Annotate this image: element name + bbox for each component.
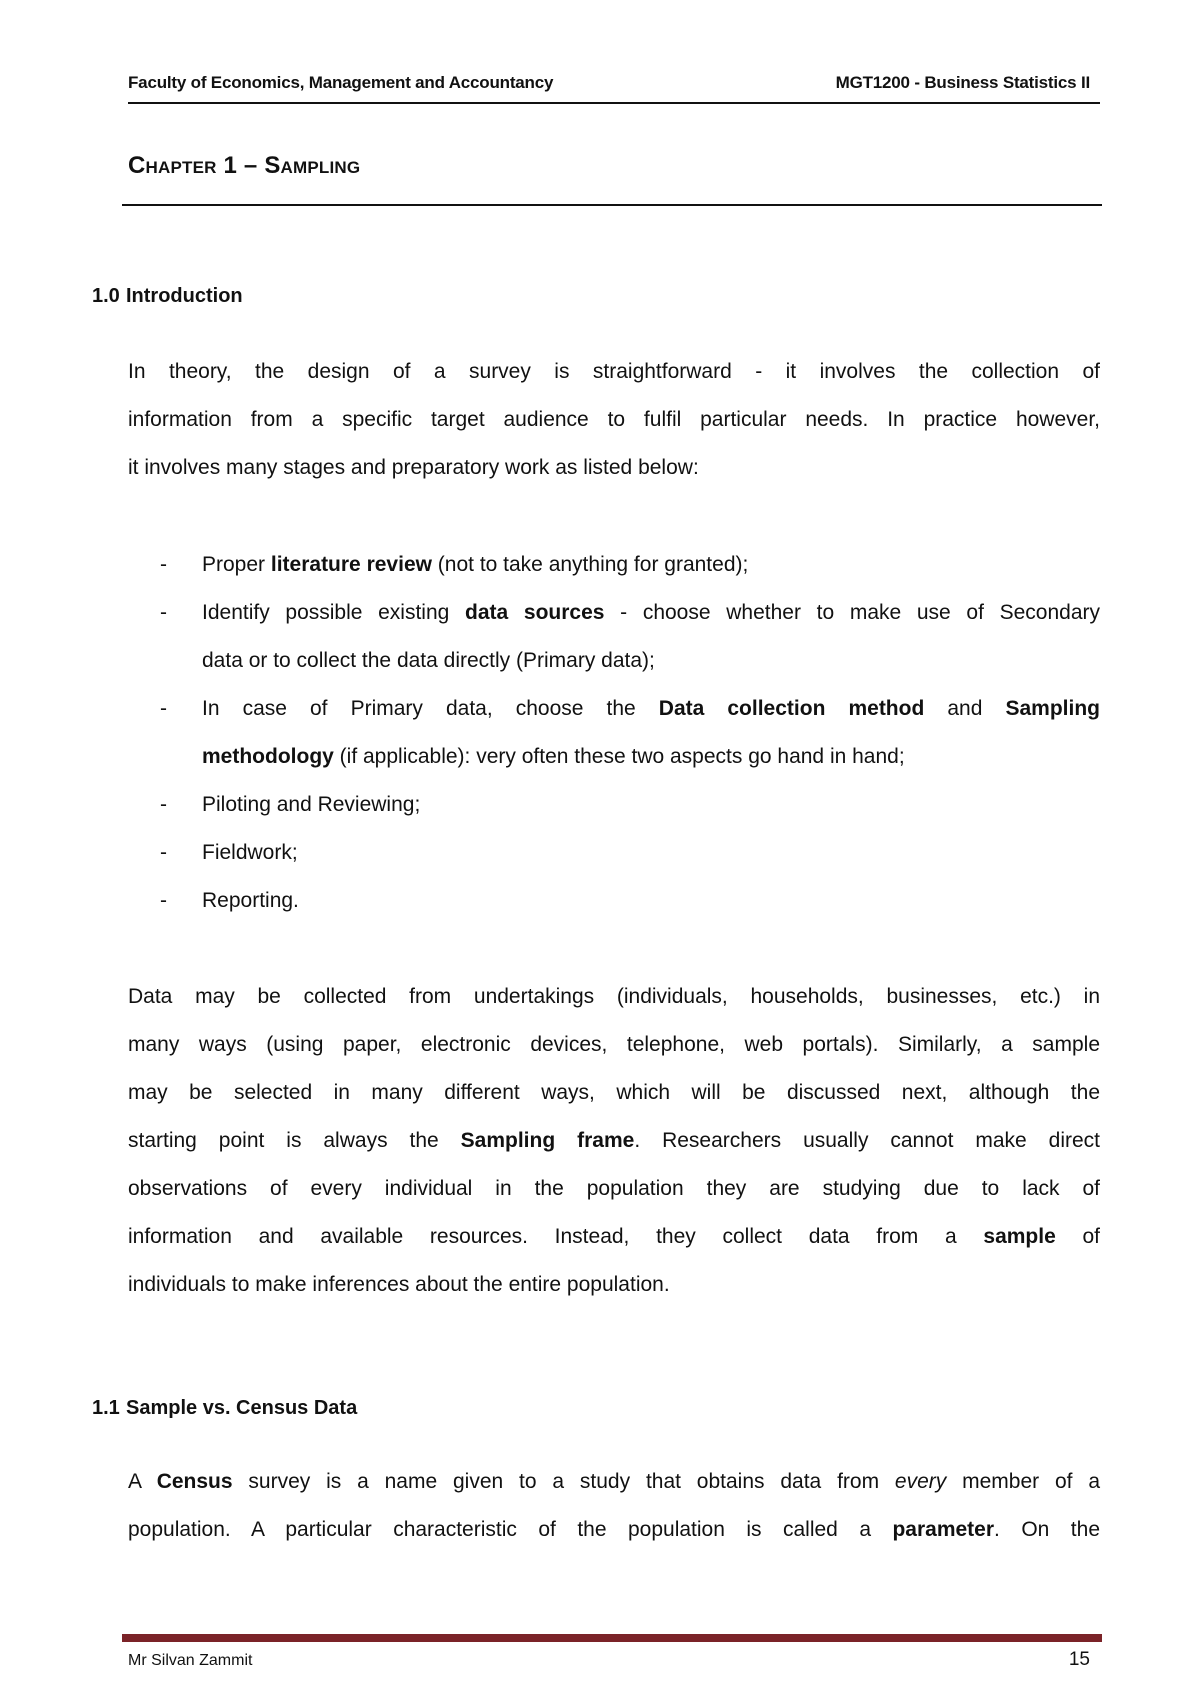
paragraph-line — [128, 1458, 1100, 1506]
section-heading-sample-vs-census — [92, 1397, 357, 1420]
bullet-dash: - — [160, 841, 167, 864]
text: (not to take anything for granted); — [431, 553, 749, 576]
header-faculty: Faculty of Economics, Management and Accountancy — [128, 73, 554, 92]
page-number: 15 — [1068, 1649, 1090, 1670]
bullet-dash: - — [160, 889, 167, 912]
paragraph-line: individuals to make inferences about the entire population. — [128, 1273, 670, 1296]
text: member of a — [946, 1470, 1101, 1493]
section-title: Sample vs. Census Data — [126, 1397, 358, 1419]
text: (if applicable): very often these two aspects go hand in hand; — [333, 745, 905, 768]
paragraph-line: many ways (using paper, electronic devices, telephone, web portals). Similarly, a sample — [128, 1033, 1100, 1056]
paragraph-line — [128, 1117, 1100, 1165]
text: information and available resources. Instead, they collect data from a — [128, 1225, 984, 1248]
text: A — [128, 1470, 157, 1493]
section-heading-introduction — [92, 285, 243, 308]
list-item — [160, 877, 1100, 925]
bold-term: Data collection method — [658, 697, 925, 720]
bullet-dash: - — [160, 553, 167, 576]
bold-term: Sampling frame — [460, 1129, 635, 1152]
bold-term: Census — [156, 1470, 233, 1493]
list-item — [160, 685, 1100, 733]
bold-term: data sources — [465, 601, 605, 624]
header-rule — [128, 102, 1100, 104]
bullet-dash: - — [160, 697, 167, 720]
text: In case of Primary data, choose the — [202, 697, 659, 720]
italic-term: every — [894, 1470, 947, 1493]
text: and — [924, 697, 1006, 720]
bullet-dash: - — [160, 601, 167, 624]
intro-line: information from a specific target audience to fulfil particular needs. In practice however, — [128, 408, 1100, 431]
paragraph-line — [128, 1506, 1100, 1554]
data-collection-paragraph — [128, 973, 1100, 1309]
section-title: Introduction — [126, 285, 243, 307]
section-number: 1.0 — [92, 285, 120, 307]
intro-line: In theory, the design of a survey is straightforward - it involves the collection of — [128, 360, 1100, 383]
bullet-dash: - — [160, 793, 167, 816]
text: starting point is always the — [128, 1129, 461, 1152]
text: population. A particular characteristic of the population is called a — [128, 1518, 893, 1541]
text: of — [1055, 1225, 1100, 1248]
header-course: MGT1200 - Business Statistics II — [835, 73, 1090, 92]
paragraph-line: may be selected in many different ways, which will be discussed next, although the — [128, 1081, 1100, 1104]
footer-author: Mr Silvan Zammit — [128, 1652, 253, 1669]
text: Reporting. — [202, 889, 299, 912]
bold-term: sample — [983, 1225, 1056, 1248]
text: . On the — [994, 1518, 1100, 1541]
census-paragraph — [128, 1458, 1100, 1554]
list-item — [160, 541, 1100, 589]
footer-bar — [122, 1634, 1102, 1642]
bold-term: literature review — [270, 553, 432, 576]
text: Fieldwork; — [202, 841, 298, 864]
text: Identify possible existing — [202, 601, 466, 624]
list-item-continuation: data or to collect the data directly (Primary data); — [202, 649, 655, 672]
text: Proper — [202, 553, 271, 576]
bold-term: methodology — [202, 745, 334, 768]
text: - choose whether to make use of Secondary — [604, 601, 1101, 624]
intro-line: it involves many stages and preparatory work as listed below: — [128, 456, 699, 479]
list-item — [160, 781, 1100, 829]
text: . Researchers usually cannot make direct — [634, 1129, 1101, 1152]
stages-list — [160, 541, 1100, 925]
chapter-title: Chapter 1 – Sampling — [128, 152, 361, 179]
text: Piloting and Reviewing; — [202, 793, 421, 816]
paragraph-line: Data may be collected from undertakings (individuals, households, businesses, etc.) in — [128, 985, 1100, 1008]
list-item — [160, 589, 1100, 637]
text: survey is a name given to a study that obtains data from — [232, 1470, 895, 1493]
intro-paragraph — [128, 348, 1100, 492]
bold-term: parameter — [892, 1518, 995, 1541]
paragraph-line — [128, 1213, 1100, 1261]
paragraph-line: observations of every individual in the population they are studying due to lack of — [128, 1177, 1100, 1200]
bold-term: Sampling — [1005, 697, 1100, 720]
list-item — [160, 829, 1100, 877]
list-item-continuation — [160, 733, 1100, 781]
section-number: 1.1 — [92, 1397, 120, 1419]
chapter-rule — [122, 204, 1102, 206]
